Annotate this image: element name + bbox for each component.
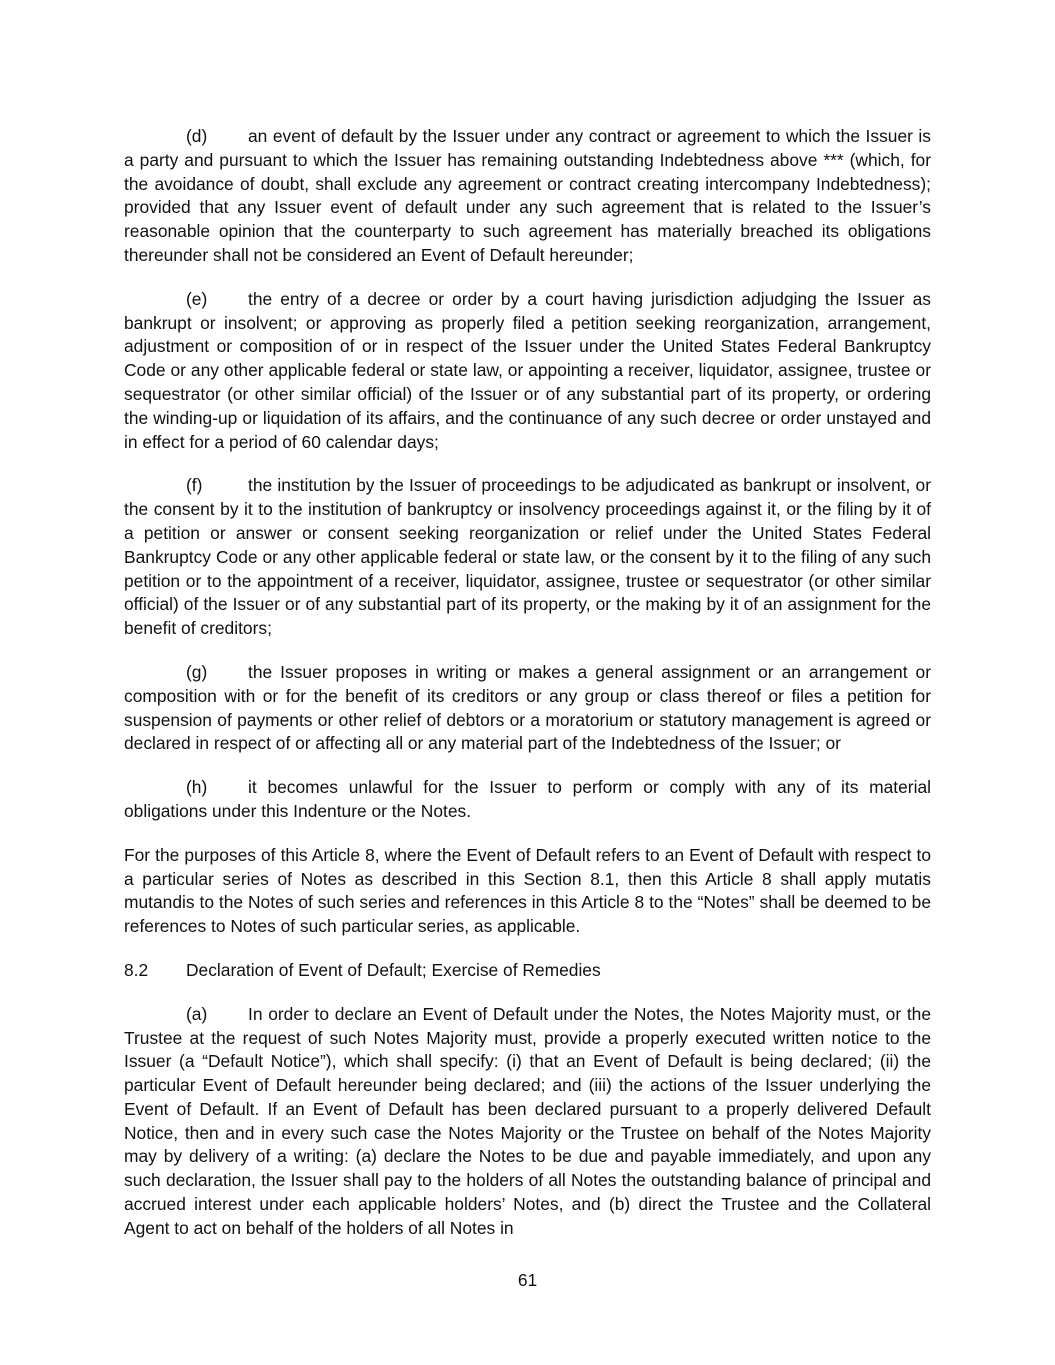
clause-label: (a) (186, 1003, 208, 1024)
clause-d (124, 125, 931, 268)
clause-label: (h) (186, 777, 208, 798)
clause-text: In order to declare an Event of Default under the Notes, the Notes Majority must, or the Trustee at the request of such Notes Majority must, provide a properly executed written notice to the Issuer (a “Default Notice”), which shall specify: (i) that an Event of Default is being declared; (ii) the particular Event of Default hereunder being declared; and (iii) the actions of the Issuer underlying the Event of Default. If an Event of Default has been declared pursuant to a properly delivered Default Notice, then and in every such case the Notes Majority or the Trustee on behalf of the Notes Majority may by delivery of a writing: (a) declare the Notes to be due and payable immediately, and upon any such declaration, the Issuer shall pay to the holders of all Notes the outstanding balance of principal and accrued interest under each applicable holders’ Notes, and (b) direct the Trustee and the Collateral Agent to act on behalf of the holders of all Notes in (124, 1003, 931, 1238)
section-number: 8.2 (124, 959, 149, 980)
purposes-paragraph: For the purposes of this Article 8, where the Event of Default refers to an Event of Default with respect to a particular series of Notes as described in this Section 8.1, then this Article 8 shall apply mutatis mutandis to the Notes of such series and references in this Article 8 to the “Notes” shall be deemed to be references to Notes of such particular series, as applicable. (124, 844, 931, 937)
clause-label: (d) (186, 126, 208, 146)
clause-text: the Issuer proposes in writing or makes a general assignment or an arrangement or composition with or for the benefit of its creditors or any group or class thereof or files a petition for suspension of payments or other relief of debtors or a moratorium or statutory management is agreed or declared in respect of or affecting all or any material part of the Indebtedness of the Issuer; or (124, 661, 931, 754)
section-title: Declaration of Event of Default; Exercise of Remedies (186, 959, 601, 980)
clause-text: the entry of a decree or order by a court having jurisdiction adjudging the Issuer as bankrupt or insolvent; or approving as properly filed a petition seeking reorganization, arrangement, adjustment or composition of or in respect of the Issuer under the United States Federal Bankruptcy Code or any other applicable federal or state law, or appointing a receiver, liquidator, assignee, trustee or sequestrator (or other similar official) of the Issuer or of any substantial part of its property, or ordering the winding-up or liquidation of its affairs, and the continuance of any such decree or order unstayed and in effect for a period of 60 calendar days; (124, 288, 931, 452)
page-number: 61 (517, 1270, 538, 1290)
clause-g (124, 661, 931, 756)
section-heading (124, 959, 931, 983)
clause-label: (f) (186, 475, 203, 496)
section-clause-a (124, 1003, 931, 1241)
document-page (124, 125, 931, 1261)
clause-e (124, 288, 931, 455)
clause-h (124, 776, 931, 824)
clause-label: (e) (186, 288, 208, 309)
clause-text: the institution by the Issuer of proceedings to be adjudicated as bankrupt or insolvent, or the consent by it to the institution of bankruptcy or insolvency proceedings against it, or the filing by it of a petition or answer or consent seeking reorganization or relief under the United States Federal Bankruptcy Code or any other applicable federal or state law, or the consent by it to the filing of any such petition or to the appointment of a receiver, liquidator, assignee, trustee or sequestrator (or other similar official) of the Issuer or of any substantial part of its property, or the making by it of an assignment for the benefit of creditors; (124, 475, 931, 639)
clause-text: an event of default by the Issuer under any contract or agreement to which the Issuer is a party and pursuant to which the Issuer has remaining outstanding Indebtedness above *** (which, for the avoidance of doubt, shall exclude any agreement or contract creating intercompany Indebtedness); provided that any Issuer event of default under any such agreement that is related to the Issuer’s reasonable opinion that the counterparty to such agreement has materially breached its obligations thereunder shall not be considered an Event of Default hereunder; (124, 126, 931, 265)
clause-text: it becomes unlawful for the Issuer to perform or comply with any of its material obligations under this Indenture or the Notes. (124, 777, 931, 821)
clause-label: (g) (186, 661, 208, 682)
clause-f (124, 474, 931, 641)
